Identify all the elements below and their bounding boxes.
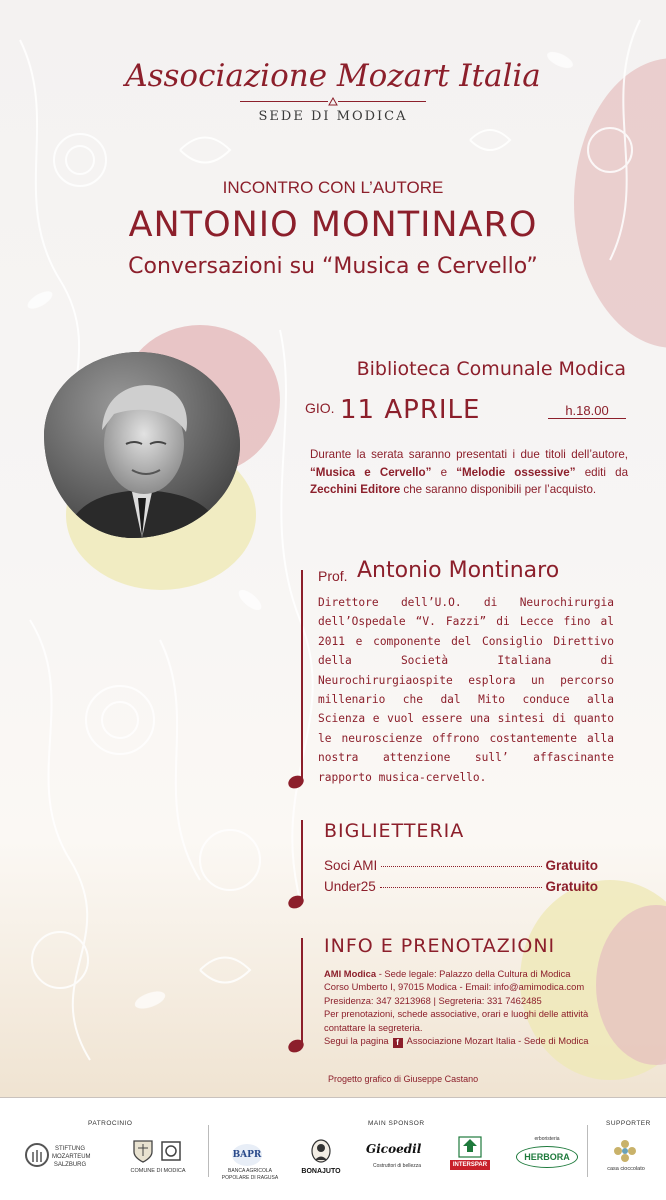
- note-stem-bio: [301, 570, 303, 782]
- book-title-1: “Musica e Cervello”: [310, 465, 432, 479]
- ticket-label: Under25: [324, 879, 376, 894]
- note-stem-info: [301, 938, 303, 1046]
- gicoedil-logo: Gicoedil: [366, 1142, 422, 1156]
- ticket-label: Soci AMI: [324, 858, 378, 873]
- ticket-row: [324, 879, 598, 894]
- intro-text-4: che saranno disponibili per l’acquisto.: [400, 483, 597, 496]
- gicoedil-tagline: Costruttori di bellezza: [372, 1163, 422, 1169]
- bapr-logo: BAPR: [232, 1144, 262, 1166]
- info-follow: [324, 1034, 624, 1048]
- info-address-2: Corso Umberto I, 97015 Modica - Email: info@amimodica.com: [324, 981, 585, 993]
- supporter-label: SUPPORTER: [606, 1120, 651, 1127]
- tickets-heading: BIGLIETTERIA: [324, 820, 465, 842]
- bonajuto-logo-icon: [310, 1138, 332, 1164]
- sponsor-divider: [587, 1125, 588, 1177]
- design-credit: Progetto grafico di Giuseppe Castano: [328, 1074, 479, 1084]
- ticket-value: Gratuito: [545, 858, 598, 873]
- event-description: [310, 446, 628, 499]
- interspar-name: INTERSPAR: [450, 1160, 490, 1170]
- info-phones: Presidenza: 347 3213968 | Segreteria: 331 7462485: [324, 994, 542, 1006]
- info-address-1: - Sede legale: Palazzo della Cultura di Modica: [376, 968, 571, 979]
- header-rule-right: [338, 101, 426, 102]
- comune-seal-icon: [160, 1140, 182, 1162]
- header-ornament-icon: [328, 97, 338, 106]
- casa-cioccolato-name: casa cioccolato: [607, 1166, 645, 1172]
- bonajuto-name: BONAJUTO: [301, 1168, 341, 1175]
- book-title-2: “Melodie ossessive”: [456, 465, 576, 479]
- info-heading: INFO E PRENOTAZIONI: [324, 935, 556, 957]
- comune-crest-icon: [132, 1138, 154, 1164]
- event-kicker: INCONTRO CON L’AUTORE: [222, 178, 444, 197]
- event-weekday: GIO.: [305, 400, 335, 416]
- info-org: AMI Modica: [324, 968, 377, 979]
- note-stem-tickets: [301, 820, 303, 902]
- bio-name: Antonio Montinaro: [357, 558, 560, 583]
- info-follow-pre: Segui la pagina: [324, 1035, 389, 1047]
- header-rule-left: [240, 101, 328, 102]
- publisher-name: Zecchini Editore: [310, 483, 401, 496]
- event-author: ANTONIO MONTINARO: [128, 205, 538, 245]
- association-title: Associazione Mozart Italia: [125, 58, 541, 94]
- herbora-logo: HERBORA: [516, 1146, 578, 1168]
- ticket-row: [324, 858, 598, 873]
- herbora-tagline: erboristeria: [534, 1136, 560, 1142]
- facebook-icon: f: [393, 1038, 403, 1048]
- comune-name: COMUNE DI MODICA: [130, 1168, 186, 1174]
- intro-text-3: editi da: [575, 465, 629, 479]
- event-time: h.18.00: [548, 403, 626, 419]
- info-block: [324, 967, 624, 1048]
- stiftung-name: STIFTUNG MOZARTEUM SALZBURG: [52, 1146, 91, 1168]
- ticket-dots: [380, 887, 542, 888]
- ticket-dots: [381, 866, 541, 867]
- interspar-logo-icon: [458, 1136, 482, 1158]
- bio-prefix: Prof.: [318, 568, 348, 584]
- ticket-value: Gratuito: [545, 879, 598, 894]
- info-line-1: [324, 967, 624, 980]
- association-branch: SEDE DI MODICA: [258, 109, 408, 124]
- intro-text-1: Durante la serata saranno presentati i due titoli dell’autore,: [310, 448, 628, 461]
- event-date: 11 APRILE: [340, 395, 481, 425]
- event-venue: Biblioteca Comunale Modica: [356, 358, 626, 380]
- main-sponsor-label: MAIN SPONSOR: [368, 1120, 425, 1127]
- bapr-name: BANCA AGRICOLA POPOLARE DI RAGUSA: [221, 1168, 279, 1181]
- info-booking: Per prenotazioni, schede associative, orari e luoghi delle attività contattare la segreteria.: [324, 1008, 589, 1033]
- patrocinio-label: PATROCINIO: [88, 1120, 133, 1127]
- bio-text: Direttore dell’U.O. di Neurochirurgia dell’Ospedale “V. Fazzi” di Lecce fino al 2011 e componente del Consiglio Direttivo della Società Italiana di Neurochirurgiaospite esplora un percorso millenario che dal Mito conduce alla Scienza e vuol essere una sintesi di quanto le neuroscienze offrono costantemente alla nostra attenzione sull’ affascinante rapporto musica-cervello.: [318, 596, 614, 784]
- stiftung-logo-icon: [24, 1142, 50, 1168]
- intro-text-2: e: [431, 465, 457, 479]
- sponsor-divider: [208, 1125, 209, 1177]
- event-subtitle: Conversazioni su “Musica e Cervello”: [128, 254, 538, 279]
- casa-cioccolato-logo-icon: [612, 1138, 638, 1164]
- info-follow-page[interactable]: Associazione Mozart Italia - Sede di Modica: [406, 1035, 589, 1047]
